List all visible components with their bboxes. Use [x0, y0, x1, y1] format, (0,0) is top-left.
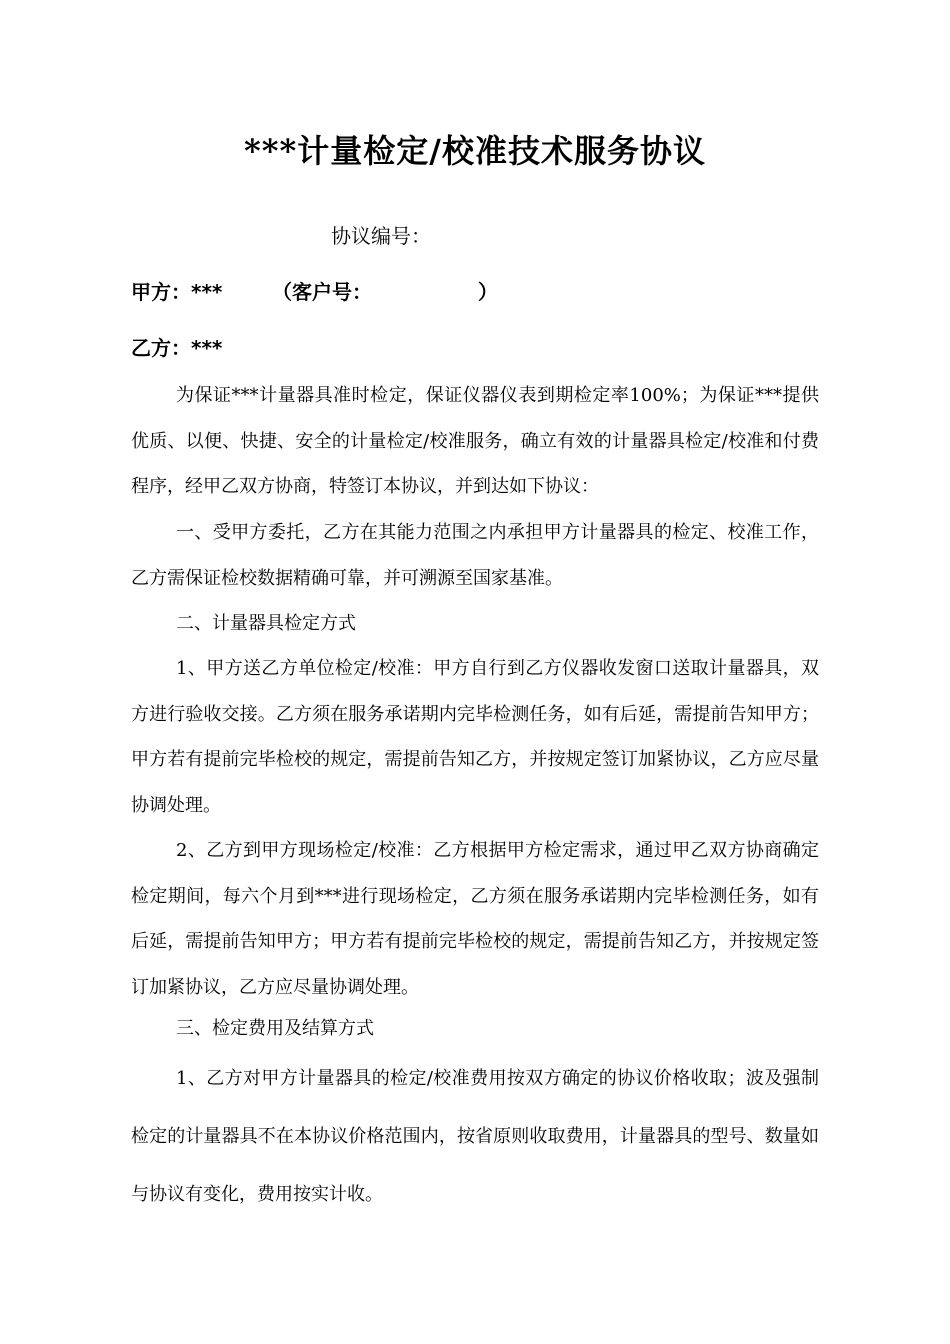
agreement-number-label: 协议编号：	[331, 224, 431, 248]
section-two-heading: 二、计量器具检定方式	[176, 613, 356, 634]
section-two-item-one: 1、甲方送乙方单位检定/校准：甲方自行到乙方仪器收发窗口送取计量器具，双方进行验收交接。乙方须在服务承诺期内完毕检测任务，如有后延，需提前告知甲方；甲方若有提前完毕检校的规定，需提前告知乙方，并按规定签订加紧协议，乙方应尽量协调处理。	[131, 658, 819, 816]
client-number-close: ）	[478, 280, 498, 304]
section-two-item-two: 2、乙方到甲方现场检定/校准：乙方根据甲方检定需求，通过甲乙双方协商确定检定期间，每六个月到***进行现场检定，乙方须在服务承诺期内完毕检测任务，如有后延，需提前告知甲方；甲方若有提前完毕检校的规定，需提前告知乙方，并按规定签订加紧协议，乙方应尽量协调处理。	[131, 840, 819, 998]
section-three-heading: 三、检定费用及结算方式	[176, 1018, 374, 1039]
clause-one-paragraph: 一、受甲方委托，乙方在其能力范围之内承担甲方计量器具的检定、校准工作，乙方需保证检校数据精确可靠，并可溯源至国家基准。	[131, 522, 819, 589]
client-number-label: （客户号：	[272, 280, 372, 304]
section-three-item-one: 1、乙方对甲方计量器具的检定/校准费用按双方确定的协议价格收取；波及强制检定的计量器具不在本协议价格范围内，按省原则收取费用，计量器具的型号、数量如与协议有变化，费用按实计收。	[131, 1068, 819, 1205]
party-b-label: 乙方：***	[131, 336, 223, 360]
party-a-label: 甲方：***	[131, 280, 223, 304]
intro-paragraph: 为保证***计量器具准时检定，保证仪器仪表到期检定率100%；为保证***提供优质、以便、快捷、安全的计量检定/校准服务，确立有效的计量器具检定/校准和付费程序，经甲乙双方协商，特签订本协议，并到达如下协议：	[131, 385, 819, 497]
document-title: ***计量检定/校准技术服务协议	[244, 132, 706, 170]
